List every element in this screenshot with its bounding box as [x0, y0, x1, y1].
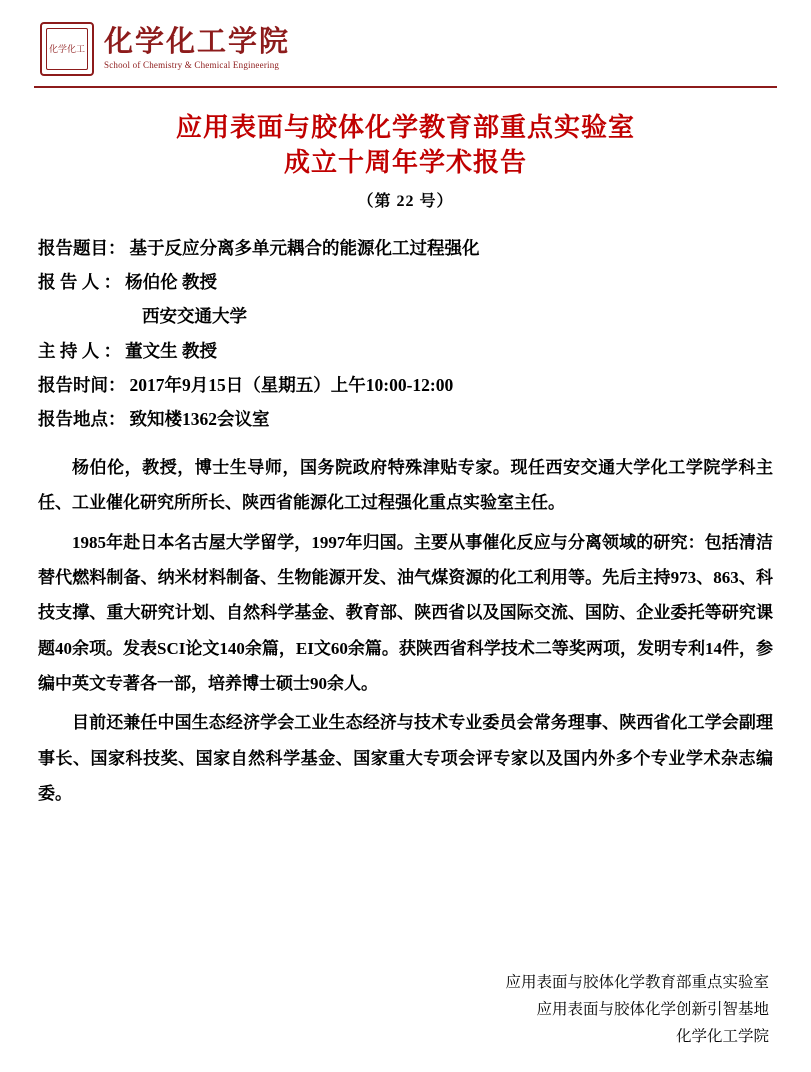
place-label: 报告地点： [38, 408, 126, 429]
header-divider [34, 86, 777, 88]
bio-paragraph-3: 目前还兼任中国生态经济学会工业生态经济与技术专业委员会常务理事、陕西省化工学会副理事长、国家科技奖、国家自然科学基金、国家重大专项会评专家以及国内外多个专业学术杂志编委。 [38, 713, 773, 804]
host-label: 主 持 人 ： [38, 340, 122, 361]
time-value: 2017年9月15日（星期五）上午10:00-12:00 [129, 374, 454, 395]
university-seal-icon [40, 22, 94, 76]
info-row-time [38, 368, 777, 402]
bio-paragraph-2: 1985年赴日本名古屋大学留学，1997年归国。主要从事催化反应与分离领域的研究：包括清洁替代燃料制备、纳米材料制备、生物能源开发、油气煤资源的化工利用等。先后主持973、863、科技支撑、重大研究计划、自然科学基金、教育部、陕西省以及国际交流、国防、企业委托等研究课题40余项。发表SCI论文140余篇，EI文60余篇。获陕西省科学技术二等奖两项，发明专利14件，参编中英文专著各一部，培养博士硕士90余人。 [38, 532, 773, 694]
info-row-host [38, 334, 777, 368]
institute-name-block [104, 28, 290, 70]
info-row-topic [38, 231, 777, 265]
issue-number: （第 22 号） [357, 193, 454, 211]
info-row-speaker [38, 265, 777, 299]
host-value: 董文生 教授 [125, 340, 217, 361]
document-footer [505, 969, 769, 1050]
talk-info [34, 231, 777, 436]
speaker-affiliation: 西安交通大学 [142, 306, 247, 327]
letterhead [34, 18, 777, 80]
institute-name-en: School of Chemistry & Chemical Engineering [104, 60, 280, 70]
topic-label: 报告题目： [38, 238, 126, 259]
bio-paragraph-1: 杨伯伦，教授，博士生导师，国务院政府特殊津贴专家。现任西安交通大学化工学院学科主任、工业催化研究所所长、陕西省能源化工过程强化重点实验室主任。 [38, 457, 773, 513]
page-title-line2: 成立十周年学术报告 [283, 148, 527, 178]
info-row-place [38, 402, 777, 436]
speaker-label: 报 告 人 ： [38, 272, 122, 293]
institute-name-cn: 化学化工学院 [104, 26, 291, 58]
topic-value: 基于反应分离多单元耦合的能源化工过程强化 [129, 238, 480, 259]
speaker-value: 杨伯伦 教授 [125, 272, 217, 293]
page-title-line1: 应用表面与胶体化学教育部重点实验室 [175, 113, 635, 142]
time-label: 报告时间： [38, 374, 126, 395]
seal-glyph-text: 化学化工 [48, 44, 85, 54]
footer-line-2: 应用表面与胶体化学创新引智基地 [536, 1000, 769, 1018]
footer-line-1: 应用表面与胶体化学教育部重点实验室 [505, 973, 769, 991]
place-value: 致知楼1362会议室 [129, 408, 270, 429]
speaker-biography [34, 450, 777, 812]
footer-line-3: 化学化工学院 [675, 1027, 769, 1045]
